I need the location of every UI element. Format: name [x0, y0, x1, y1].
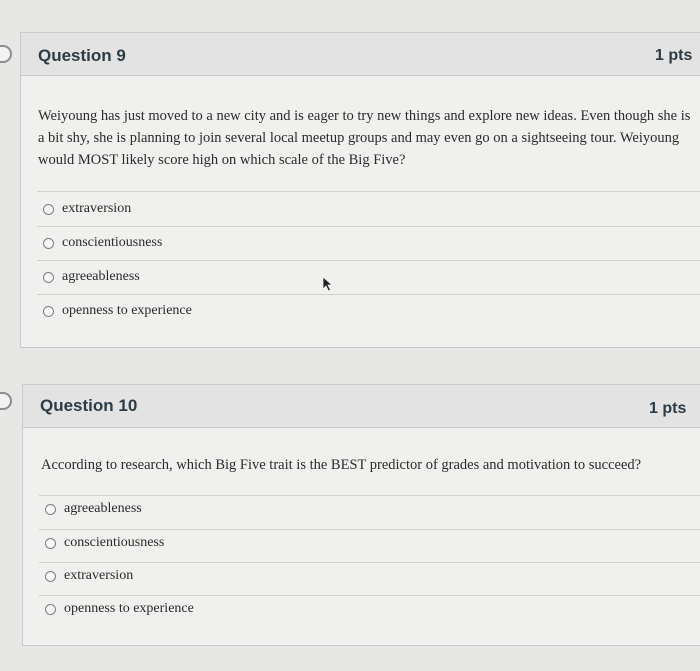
answer-option[interactable] [45, 501, 142, 517]
answer-option[interactable] [43, 201, 131, 217]
answer-label: openness to experience [62, 303, 192, 318]
radio-button[interactable] [45, 571, 56, 582]
answer-option[interactable] [45, 535, 164, 551]
radio-button[interactable] [45, 538, 56, 549]
answer-divider [37, 294, 700, 295]
answer-divider [39, 595, 700, 596]
answer-option[interactable] [43, 235, 162, 251]
question-10-header [23, 385, 700, 428]
answer-label: conscientiousness [62, 235, 163, 250]
answer-divider [37, 226, 700, 227]
answer-divider [39, 562, 700, 563]
answer-label: agreeableness [64, 501, 142, 516]
question-10-title: Question 10 [40, 396, 138, 415]
question-10-flag-icon[interactable] [0, 392, 12, 410]
question-9-header [21, 33, 700, 76]
mouse-pointer-icon [322, 276, 336, 292]
question-9-points: 1 pts [655, 47, 693, 64]
radio-button[interactable] [43, 204, 54, 215]
answer-label: extraversion [64, 568, 134, 583]
question-10-text: According to research, which Big Five trait is the BEST predictor of grades and motivation to succeed? [41, 457, 642, 473]
answer-option[interactable] [45, 601, 194, 617]
answer-option[interactable] [45, 568, 133, 584]
question-10-divider [39, 495, 700, 496]
answer-divider [37, 260, 700, 261]
answer-label: openness to experience [64, 601, 194, 616]
question-10-points: 1 pts [649, 400, 687, 417]
question-9-divider [37, 191, 700, 192]
answer-divider [39, 529, 700, 530]
answer-label: extraversion [62, 201, 132, 216]
question-10-card [22, 384, 700, 646]
radio-button[interactable] [45, 604, 56, 615]
answer-label: agreeableness [62, 269, 140, 284]
radio-button[interactable] [43, 306, 54, 317]
question-9-text: Weiyoung has just moved to a new city and is eager to try new things and explore new ideas. Even though she is a bit shy, she is planning to join several local meetup groups and may even go on a sightseeing tour. Weiyoung would MOST likely score high on which scale of the Big Five? [38, 108, 691, 168]
answer-label: conscientiousness [64, 535, 165, 550]
answer-option[interactable] [43, 303, 192, 319]
radio-button[interactable] [43, 272, 54, 283]
radio-button[interactable] [43, 238, 54, 249]
question-9-title: Question 9 [38, 46, 126, 65]
answer-option[interactable] [43, 269, 140, 285]
question-9-flag-icon[interactable] [0, 45, 12, 63]
radio-button[interactable] [45, 504, 56, 515]
question-9-card [20, 32, 700, 348]
